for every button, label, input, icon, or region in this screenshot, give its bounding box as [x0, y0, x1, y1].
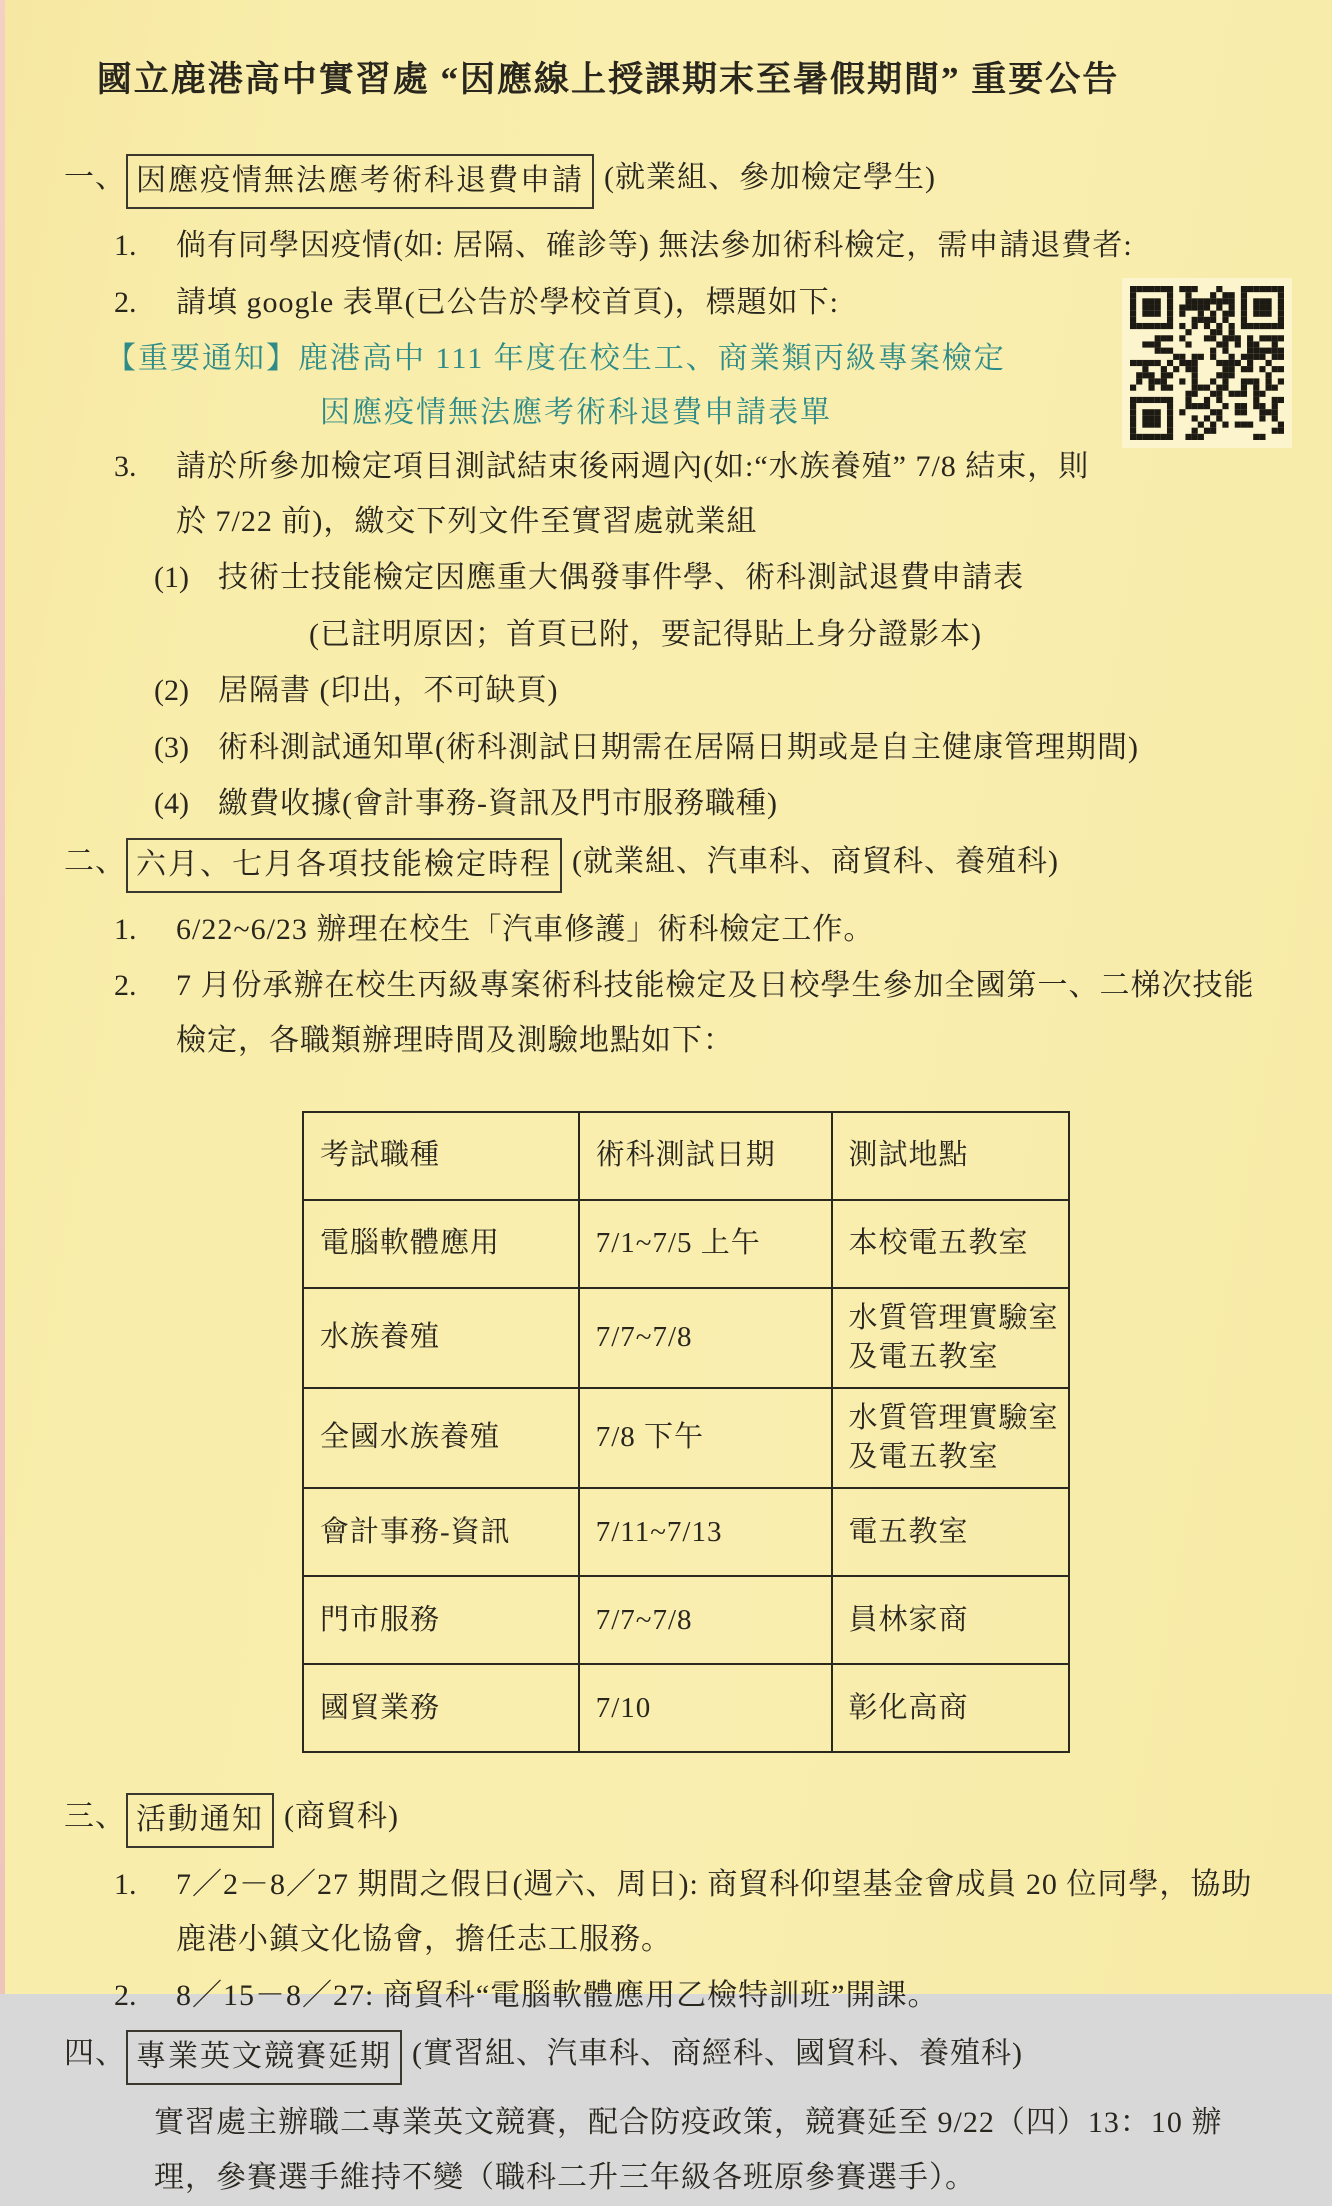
table-cell: 7/7~7/8	[579, 1576, 832, 1664]
list-item	[114, 440, 1272, 549]
item-text: 倘有同學因疫情(如: 居隔、確診等) 無法參加術科檢定，需申請退費者:	[176, 229, 1133, 262]
table-cell: 電五教室	[832, 1488, 1069, 1576]
section-1-boxed-title: 因應疫情無法應考術科退費申請	[126, 154, 594, 209]
section-3-heading	[64, 1793, 1272, 1848]
table-header-cell: 考試職種	[303, 1112, 579, 1200]
section-4-heading	[64, 2030, 1272, 2085]
section-2-boxed-title: 六月、七月各項技能檢定時程	[126, 838, 562, 893]
list-item	[114, 276, 1272, 331]
item-number: 2.	[114, 969, 137, 1003]
item-text: 7／2－8／27 期間之假日(週六、周日): 商貿科仰望基金會成員 20 位同學，協助鹿港小鎮文化協會，擔任志工服務。	[176, 1868, 1253, 1956]
list-item	[114, 1969, 1272, 2024]
section-refund-application	[64, 154, 1272, 832]
section-2-heading	[64, 838, 1272, 893]
notice-line-2: 因應疫情無法應考術科退費申請表單	[320, 396, 832, 430]
table-cell: 國貿業務	[303, 1664, 579, 1752]
section-activity-notice	[64, 1793, 1272, 2024]
qr-code	[1122, 278, 1292, 448]
table-cell: 會計事務-資訊	[303, 1488, 579, 1576]
table-cell: 7/1~7/5 上午	[579, 1200, 832, 1288]
list-item	[114, 903, 1272, 958]
section-4-marker: 四、	[64, 2036, 126, 2070]
qr-code-image	[1130, 286, 1284, 440]
test-schedule-table	[302, 1111, 1070, 1754]
section-2-marker: 二、	[64, 844, 126, 878]
table-cell: 全國水族養殖	[303, 1388, 579, 1488]
item-number: 2.	[114, 1979, 137, 2013]
section-skill-test-schedule	[64, 838, 1272, 1753]
item-number: 2.	[114, 285, 137, 319]
table-cell: 水族養殖	[303, 1288, 579, 1388]
table-header-cell: 術科測試日期	[579, 1112, 832, 1200]
item-note: (已註明原因；首頁已附，要記得貼上身分證影本)	[309, 617, 982, 651]
item-text: 8／15－8／27: 商貿科“電腦軟體應用乙檢特訓班”開課。	[176, 1979, 939, 2013]
table-header-cell: 測試地點	[832, 1112, 1069, 1200]
item-number: (3)	[154, 730, 189, 764]
notice-line-1: 【重要通知】鹿港高中 111 年度在校生工、商業類丙級專案檢定	[106, 342, 1006, 376]
item-text: 術科測試通知單(術科測試日期需在居隔日期或是自主健康管理期間)	[218, 730, 1139, 764]
item-text: 技術士技能檢定因應重大偶發事件學、術科測試退費申請表	[218, 561, 1024, 595]
list-item	[114, 959, 1272, 1068]
item-number: 1.	[114, 229, 137, 262]
item-text: 6/22~6/23 辦理在校生「汽車修護」術科檢定工作。	[176, 912, 875, 946]
section-3-boxed-title: 活動通知	[126, 1793, 274, 1848]
scan-edge-artifact	[0, 0, 5, 1994]
section-3-marker: 三、	[64, 1800, 126, 1834]
item-number: 3.	[114, 450, 137, 484]
table-cell: 7/11~7/13	[579, 1488, 832, 1576]
section-1-heading	[64, 154, 1272, 209]
section-4-body: 實習處主辦職二專業英文競賽，配合防疫政策，競賽延至 9/22（四）13：10 辦理，參賽選手維持不變（職科二升三年級各班原參賽選手）。	[154, 2105, 1223, 2195]
table-row	[303, 1488, 1069, 1576]
section-4-boxed-title: 專業英文競賽延期	[126, 2030, 402, 2085]
table-row	[303, 1576, 1069, 1664]
item-text: 請填 google 表單(已公告於學校首頁)，標題如下:	[176, 285, 839, 319]
list-item	[114, 219, 1272, 274]
list-item	[154, 777, 1272, 832]
section-4-scope: (實習組、汽車科、商經科、國貿科、養殖科)	[412, 2036, 1023, 2070]
table-row	[303, 1388, 1069, 1488]
section-1-marker: 一、	[64, 161, 126, 194]
list-item	[154, 551, 1272, 606]
item-number: 1.	[114, 1868, 137, 1902]
table-cell: 7/7~7/8	[579, 1288, 832, 1388]
table-row	[303, 1664, 1069, 1752]
list-item	[114, 1858, 1272, 1967]
item-number: (1)	[154, 561, 189, 595]
item-text: 居隔書 (印出，不可缺頁)	[218, 673, 559, 707]
section-1-scope: (就業組、參加檢定學生)	[604, 161, 936, 194]
table-row	[303, 1200, 1069, 1288]
table-cell: 7/8 下午	[579, 1388, 832, 1488]
section-3-scope: (商貿科)	[284, 1800, 399, 1834]
table-row	[303, 1288, 1069, 1388]
section-english-contest-postponed	[64, 2030, 1272, 2206]
page-title: 國立鹿港高中實習處 “因應線上授課期末至暑假期間” 重要公告	[96, 60, 1120, 99]
table-cell: 電腦軟體應用	[303, 1200, 579, 1288]
item-number: (4)	[154, 787, 189, 821]
table-cell: 水質管理實驗室及電五教室	[832, 1288, 1069, 1388]
list-item	[154, 664, 1272, 719]
list-item	[154, 721, 1272, 776]
table-cell: 彰化高商	[832, 1664, 1069, 1752]
table-header-row	[303, 1112, 1069, 1200]
item-text: 繳費收據(會計事務-資訊及門市服務職種)	[218, 787, 778, 821]
item-text: 請於所參加檢定項目測試結束後兩週內(如:“水族養殖” 7/8 結束，則於 7/22 前)，繳交下列文件至實習處就業組	[176, 450, 1090, 538]
table-cell: 員林家商	[832, 1576, 1069, 1664]
item-number: (2)	[154, 673, 189, 707]
table-cell: 門市服務	[303, 1576, 579, 1664]
item-text: 7 月份承辦在校生丙級專案術科技能檢定及日校學生參加全國第一、二梯次技能檢定，各職類辦理時間及測驗地點如下：	[176, 969, 1255, 1057]
section-2-scope: (就業組、汽車科、商貿科、養殖科)	[572, 844, 1059, 878]
table-cell: 本校電五教室	[832, 1200, 1069, 1288]
table-cell: 7/10	[579, 1664, 832, 1752]
important-notice-form-title	[106, 332, 1106, 440]
table-cell: 水質管理實驗室及電五教室	[832, 1388, 1069, 1488]
item-number: 1.	[114, 912, 137, 946]
